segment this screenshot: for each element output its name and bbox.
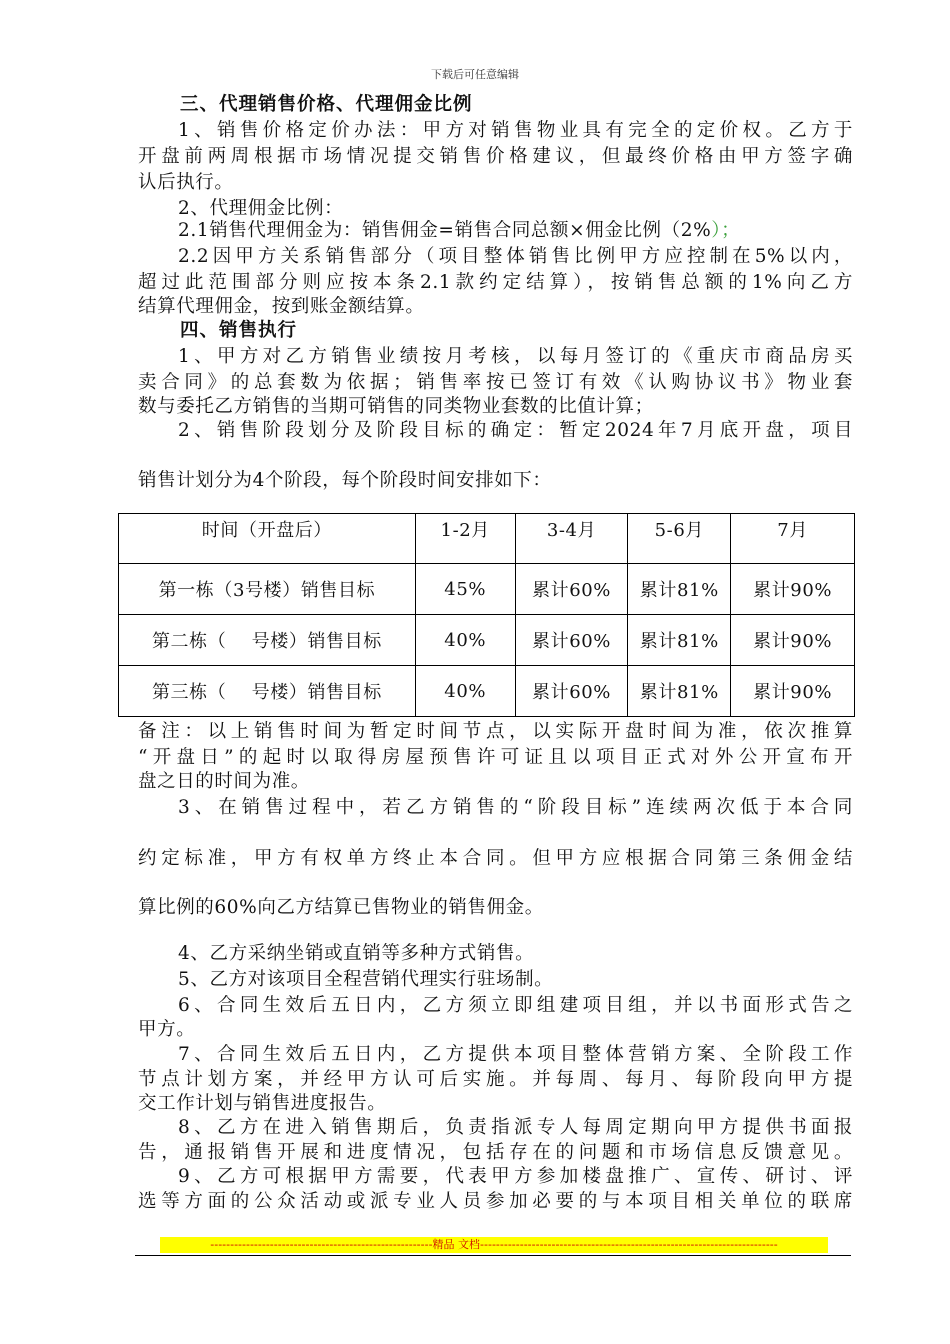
table-cell: 累计81% <box>628 666 731 717</box>
table-header-cell: 时间（开盘后） <box>119 514 416 564</box>
footer-rule <box>135 1255 851 1256</box>
table-cell: 累计60% <box>515 666 628 717</box>
table-row <box>119 564 855 615</box>
p4-2-line-2: 销售计划分为4个阶段，每个阶段时间安排如下： <box>138 470 552 491</box>
p4-3-line-3: 算比例的60%向乙方结算已售物业的销售佣金。 <box>138 897 544 918</box>
p4-3-line-2: 约定标准，甲方有权单方终止本合同。但甲方应根据合同第三条佣金结 <box>138 848 853 869</box>
p4-6-line-2: 甲方。 <box>138 1019 196 1040</box>
table-cell: 40% <box>415 615 515 666</box>
table-header-cell: 5-6月 <box>628 514 731 564</box>
sales-target-table <box>118 513 855 717</box>
p4-4: 4、乙方采纳坐销或直销等多种方式销售。 <box>178 943 535 964</box>
table-cell: 累计81% <box>628 564 731 615</box>
p4-7-line-3: 交工作计划与销售进度报告。 <box>138 1093 387 1114</box>
table-row <box>119 615 855 666</box>
p4-9-line-2: 选等方面的公众活动或派专业人员参加必要的与本项目相关单位的联席 <box>138 1191 853 1212</box>
table-cell: 45% <box>415 564 515 615</box>
table-cell: 累计90% <box>731 615 855 666</box>
p4-5: 5、乙方对该项目全程营销代理实行驻场制。 <box>178 969 554 990</box>
p3-2-1 <box>178 218 853 244</box>
table-header-cell: 3-4月 <box>515 514 628 564</box>
p3-2-2-line-2: 超过此范围部分则应按本条2.1款约定结算），按销售总额的1%向乙方 <box>138 272 853 293</box>
p4-6-line-1: 6、合同生效后五日内，乙方须立即组建项目组，并以书面形式告之 <box>178 995 853 1016</box>
p3-1-line-3: 认后执行。 <box>138 172 234 193</box>
table-header-row <box>119 514 855 564</box>
page-header: 下载后可任意编辑 <box>431 68 519 81</box>
table-row <box>119 666 855 717</box>
p3-2-1-text: 2.1销售代理佣金为：销售佣金=销售合同总额×佣金比例（2% <box>178 220 712 241</box>
p3-1-line-2: 开盘前两周根据市场情况提交销售价格建议，但最终价格由甲方签字确 <box>138 146 853 167</box>
table-header-cell: 7月 <box>731 514 855 564</box>
table-cell: 累计60% <box>515 564 628 615</box>
p4-1-line-3: 数与委托乙方销售的当期可销售的同类物业套数的比值计算； <box>138 396 654 417</box>
note-line-2: “开盘日”的起时以取得房屋预售许可证且以项目正式对外公开宣布开 <box>138 747 853 768</box>
p3-2-2-line-1: 2.2因甲方关系销售部分（项目整体销售比例甲方应控制在5%以内， <box>178 246 853 267</box>
p4-7-line-1: 7、合同生效后五日内，乙方提供本项目整体营销方案、全阶段工作 <box>178 1044 853 1065</box>
p4-8-line-2: 告，通报销售开展和进度情况，包括存在的问题和市场信息反馈意见。 <box>138 1142 853 1163</box>
section-3-title: 三、代理销售价格、代理佣金比例 <box>180 94 473 115</box>
table-cell: 累计90% <box>731 666 855 717</box>
table-cell: 累计60% <box>515 615 628 666</box>
p4-1-line-1: 1、甲方对乙方销售业绩按月考核，以每月签订的《重庆市商品房买 <box>178 346 853 367</box>
note-line-1: 备注：以上销售时间为暂定时间节点，以实际开盘时间为准，依次推算 <box>138 721 853 742</box>
table-cell: 第二栋（ 号楼）销售目标 <box>119 615 416 666</box>
p3-2-2-line-3: 结算代理佣金，按到账金额结算。 <box>138 296 425 317</box>
table-cell: 第一栋（3号楼）销售目标 <box>119 564 416 615</box>
page-footer-banner: --------------------------------------------------------精品 文档--------------------------------------------------------------------------- <box>160 1237 828 1253</box>
table-cell: 累计81% <box>628 615 731 666</box>
p4-9-line-1: 9、乙方可根据甲方需要，代表甲方参加楼盘推广、宣传、研讨、评 <box>178 1166 853 1187</box>
p3-2: 2、代理佣金比例： <box>178 198 344 219</box>
p4-1-line-2: 卖合同》的总套数为依据；销售率按已签订有效《认购协议书》物业套 <box>138 372 853 393</box>
table-cell: 累计90% <box>731 564 855 615</box>
table-cell: 第三栋（ 号楼）销售目标 <box>119 666 416 717</box>
p4-3-line-1: 3、在销售过程中，若乙方销售的“阶段目标”连续两次低于本合同 <box>178 797 853 818</box>
section-4-title: 四、销售执行 <box>180 320 298 341</box>
p3-2-1-tail: ）； <box>711 220 741 241</box>
table-header-cell: 1-2月 <box>415 514 515 564</box>
table-cell: 40% <box>415 666 515 717</box>
p4-2-line-1: 2、销售阶段划分及阶段目标的确定：暂定2024年7月底开盘，项目 <box>178 420 853 441</box>
p3-1-line-1: 1、销售价格定价办法：甲方对销售物业具有完全的定价权。乙方于 <box>178 120 853 141</box>
p4-8-line-1: 8、乙方在进入销售期后，负责指派专人每周定期向甲方提供书面报 <box>178 1117 853 1138</box>
note-line-3: 盘之日的时间为准。 <box>138 771 310 792</box>
p4-7-line-2: 节点计划方案，并经甲方认可后实施。并每周、每月、每阶段向甲方提 <box>138 1069 853 1090</box>
